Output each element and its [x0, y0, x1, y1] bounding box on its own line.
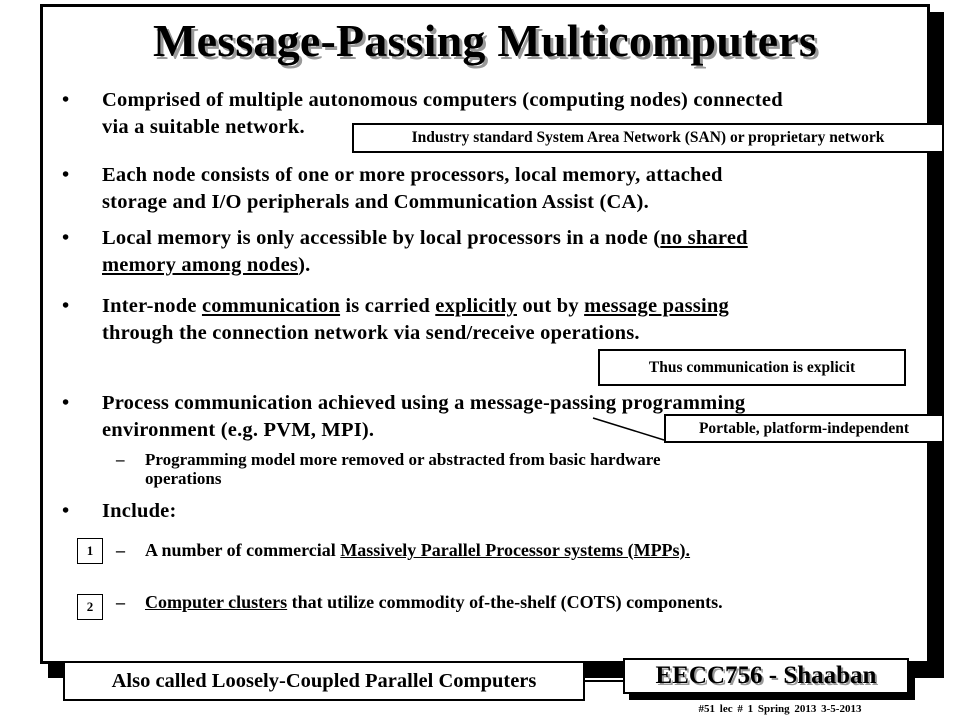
callout-network: Industry standard System Area Network (SAN) or proprietary network	[352, 123, 944, 153]
bullet-dot: •	[62, 89, 70, 111]
bullet-line: through the connection network via send/receive operations.	[102, 322, 640, 344]
include-dash: –	[116, 540, 125, 560]
bullet-line: via a suitable network.	[102, 116, 305, 138]
bullet-line: Process communication achieved using a message-passing programming	[102, 392, 746, 414]
text-segment: A number of commercial	[145, 540, 341, 560]
bullet-dot: •	[62, 500, 70, 522]
underlined-segment: communication	[201, 295, 341, 317]
bullet-line: Each node consists of one or more processors, local memory, attached	[102, 164, 723, 186]
bullet-dot: •	[62, 295, 70, 317]
brand-box: EECC756 - Shaaban	[623, 658, 909, 694]
underlined-segment: memory among nodes	[102, 254, 299, 276]
underlined-segment: Computer clusters	[145, 592, 288, 612]
footnote: #51 lec # 1 Spring 2013 3-5-2013	[698, 703, 862, 715]
text-segment: is carried	[340, 295, 436, 317]
include-dash: –	[116, 592, 125, 612]
number-badge: 1	[77, 538, 103, 564]
text-segment: that utilize commodity of-the-shelf (COTS) components.	[287, 592, 723, 612]
also-called-box: Also called Loosely-Coupled Parallel Computers	[63, 661, 585, 701]
number-badge: 2	[77, 594, 103, 620]
callout-portable: Portable, platform-independent	[664, 414, 944, 443]
underlined-segment: explicitly	[435, 295, 517, 317]
bullet-line: Include:	[102, 500, 177, 522]
sub-bullet-dash: –	[116, 450, 125, 469]
slide-title: Message-Passing Multicomputers	[153, 15, 817, 66]
underlined-segment: no shared	[660, 227, 748, 249]
bullet-line: Comprised of multiple autonomous computers (computing nodes) connected	[102, 89, 783, 111]
text-segment: Local memory is only accessible by local processors in a node (	[102, 227, 661, 249]
underlined-segment: message passing	[584, 295, 729, 317]
include-item-clusters	[145, 593, 723, 612]
bullet-line: environment (e.g. PVM, MPI).	[102, 419, 375, 441]
include-item-mpp	[145, 541, 690, 560]
sub-bullet-line: Programming model more removed or abstracted from basic hardware	[145, 450, 661, 469]
underlined-segment: Massively Parallel Processor systems (MPPs).	[340, 540, 691, 560]
text-segment: ).	[298, 254, 311, 276]
sub-bullet-line: operations	[145, 469, 222, 488]
portable-connector-line	[593, 418, 664, 440]
bullet-dot: •	[62, 164, 70, 186]
text-segment: out by	[517, 295, 585, 317]
text-segment: Inter-node	[102, 295, 202, 317]
bullet-line: storage and I/O peripherals and Communication Assist (CA).	[102, 191, 649, 213]
bullet-dot: •	[62, 227, 70, 249]
bullet-dot: •	[62, 392, 70, 414]
callout-explicit: Thus communication is explicit	[598, 349, 906, 386]
